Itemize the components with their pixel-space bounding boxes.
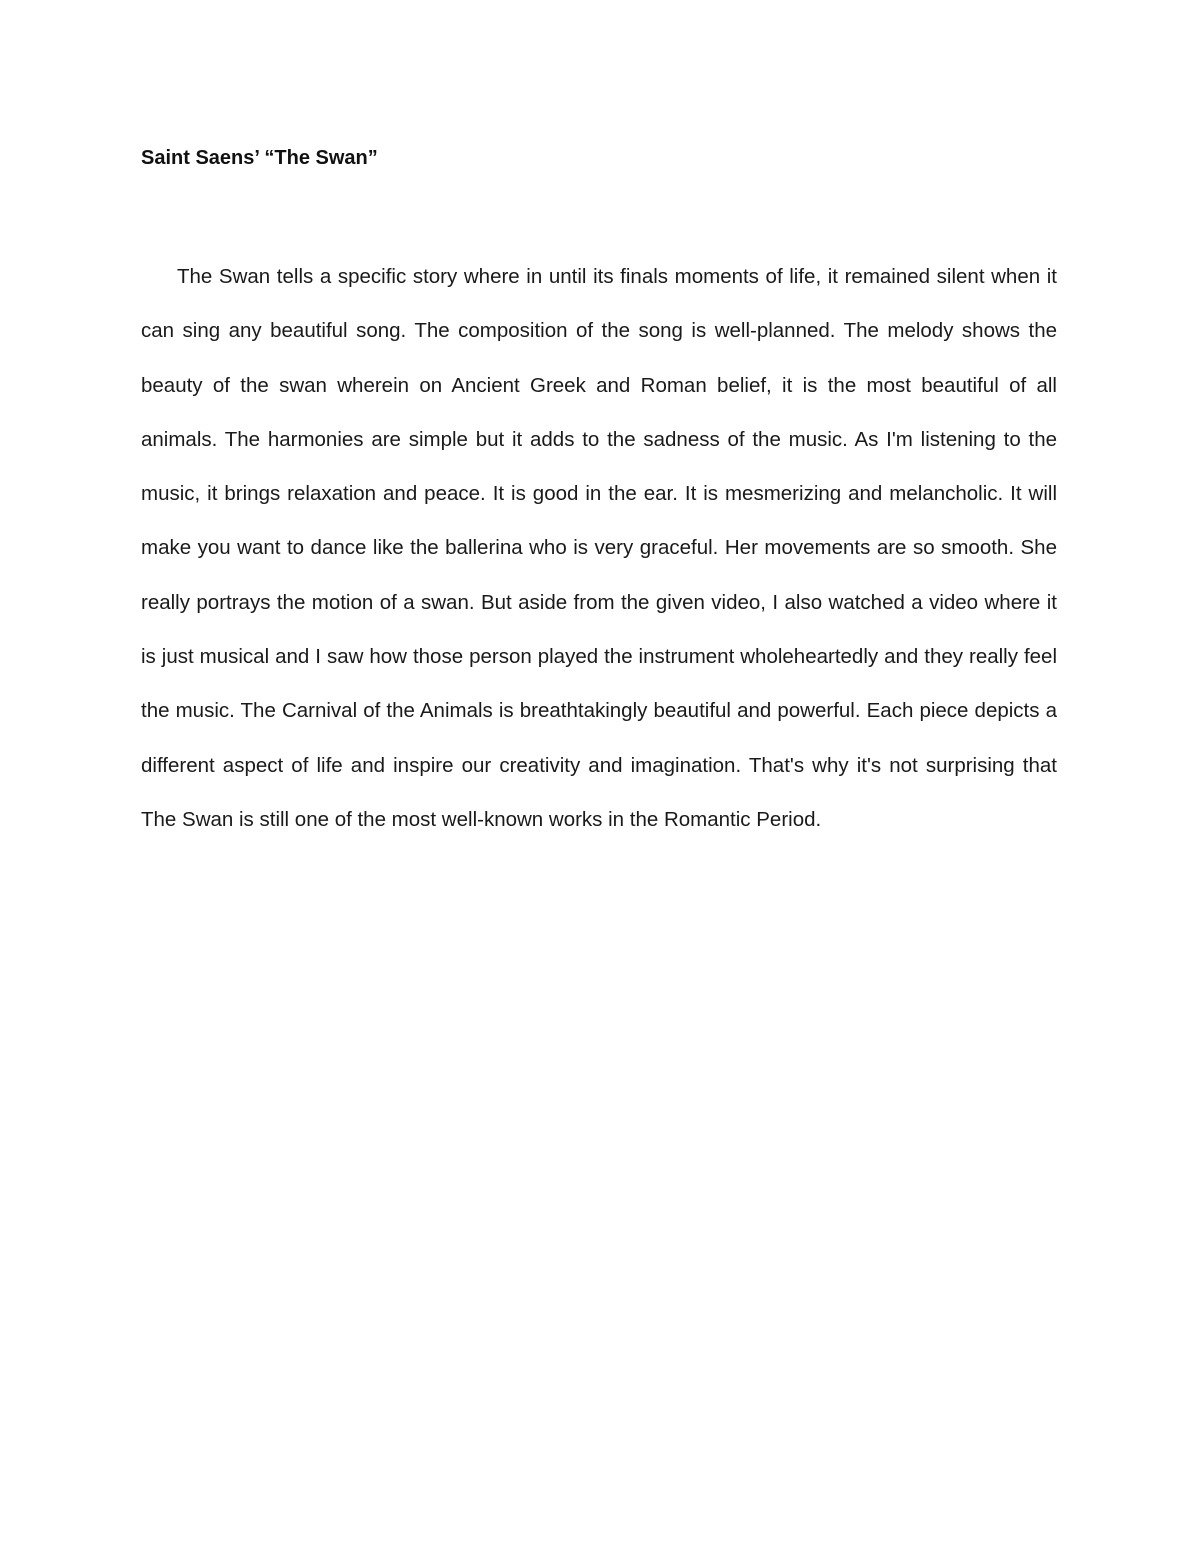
document-title: Saint Saens’ “The Swan” [141, 147, 378, 169]
document-body-paragraph: The Swan tells a specific story where in until its finals moments of life, it remained silent when it can sing any beautiful song. The composition of the song is well-planned. The melody shows the beauty of the swan wherein on Ancient Greek and Roman belief, it is the most beautiful of all animals. The harmonies are simple but it adds to the sadness of the music. As I'm listening to the music, it brings relaxation and peace. It is good in the ear. It is mesmerizing and melancholic. It will make you want to dance like the ballerina who is very graceful. Her movements are so smooth. She really portrays the motion of a swan. But aside from the given video, I also watched a video where it is just musical and I saw how those person played the instrument wholeheartedly and they really feel the music. The Carnival of the Animals is breathtakingly beautiful and powerful. Each piece depicts a different aspect of life and inspire our creativity and imagination. That's why it's not surprising that The Swan is still one of the most well-known works in the Romantic Period. [141, 265, 1057, 831]
